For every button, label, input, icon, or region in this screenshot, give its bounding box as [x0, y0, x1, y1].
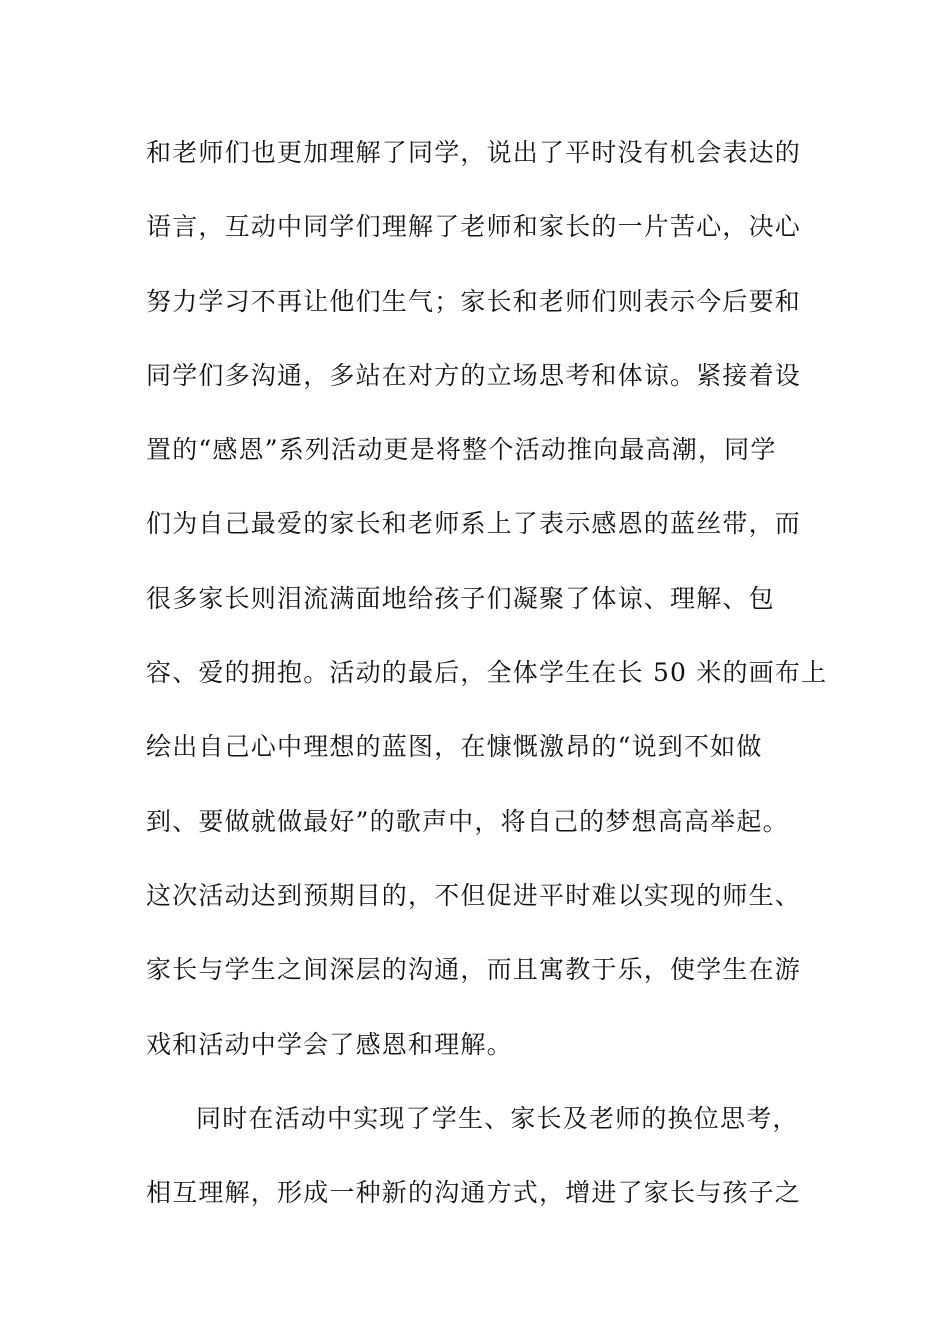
text-line: 到、要做就做最好”的歌声中，将自己的梦想高高举起。	[146, 806, 789, 836]
text-line: 很多家长则泪流满面地给孩子们凝聚了体谅、理解、包	[146, 583, 775, 613]
text-line: 戏和活动中学会了感恩和理解。	[146, 1029, 513, 1059]
text-line: 这次活动达到预期目的，不但促进平时难以实现的师生、	[146, 880, 802, 910]
body-text	[146, 130, 828, 1244]
text-line: 同学们多沟通，多站在对方的立场思考和体谅。紧接着设	[146, 360, 802, 390]
text-line: 们为自己最爱的家长和老师系上了表示感恩的蓝丝带，而	[146, 509, 802, 539]
text-line: 努力学习不再让他们生气；家长和老师们则表示今后要和	[146, 286, 802, 316]
paragraph-start-line: 同时在活动中实现了学生、家长及老师的换位思考，	[196, 1103, 799, 1133]
text-line: 相互理解，形成一种新的沟通方式，增进了家长与孩子之	[146, 1178, 802, 1208]
text-line: 语言，互动中同学们理解了老师和家长的一片苦心，决心	[146, 212, 802, 242]
text-line: 容、爱的拥抱。活动的最后，全体学生在长 50 米的画布上	[146, 658, 828, 688]
text-line: 绘出自己心中理想的蓝图，在慷慨激昂的“说到不如做	[146, 732, 763, 762]
text-line: 和老师们也更加理解了同学，说出了平时没有机会表达的	[146, 138, 802, 167]
text-line: 家长与学生之间深层的沟通，而且寓教于乐，使学生在游	[146, 955, 802, 985]
text-line: 置的“感恩”系列活动更是将整个活动推向最高潮，同学	[146, 435, 777, 465]
